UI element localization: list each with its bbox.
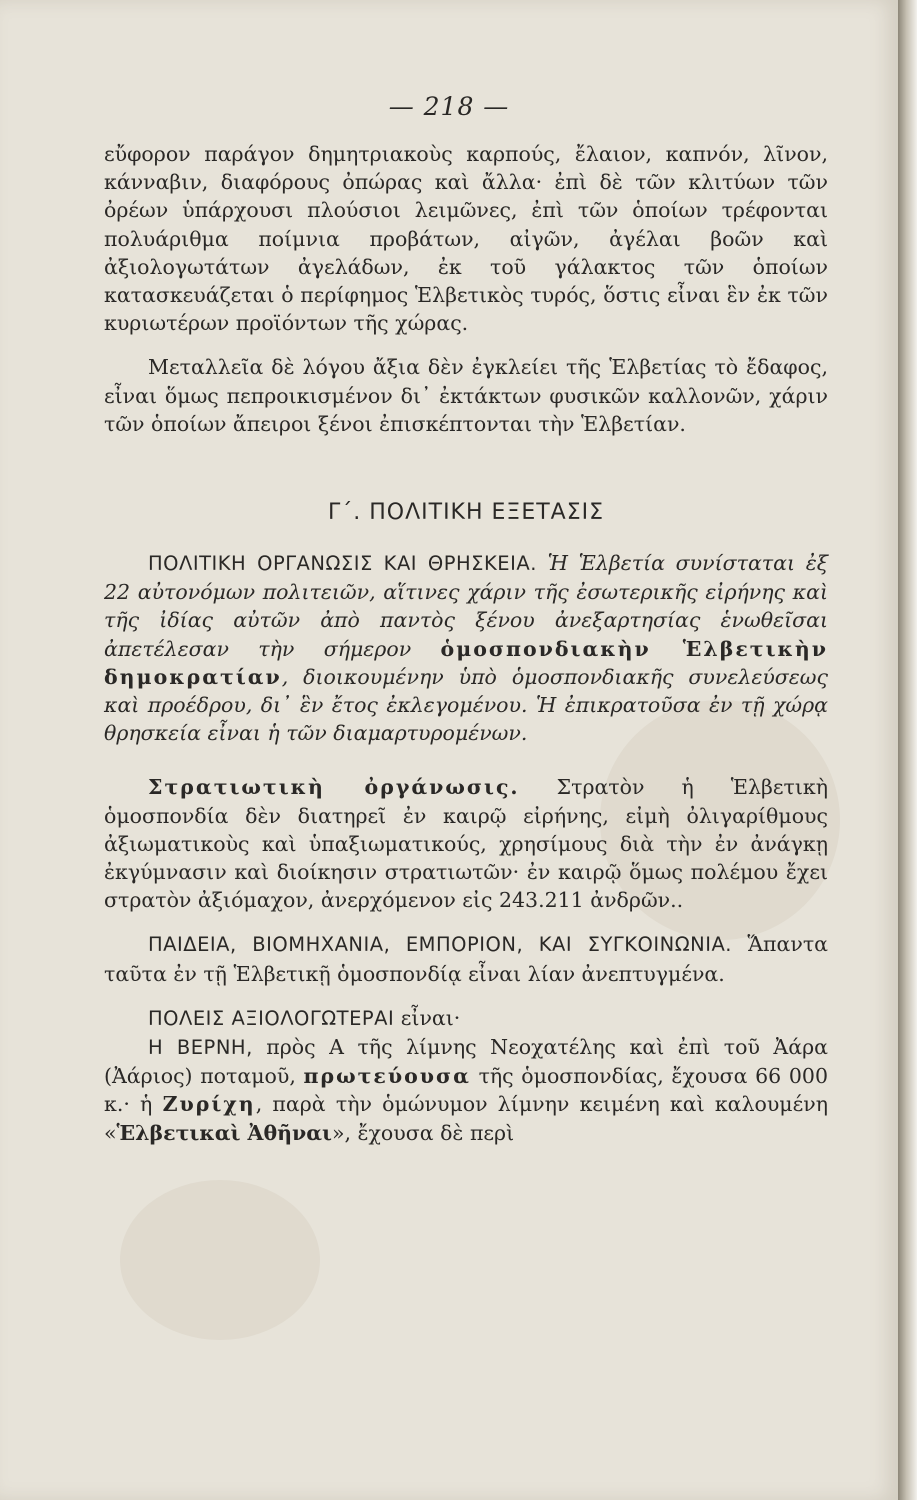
- politics-text-2: , διοικουμένην ὑπὸ ὁμοσπονδιακῆς συνελεύσεως καὶ προέδρου, δι᾽ ἓν ἔτος ἐκλεγομένου.: [104, 664, 828, 718]
- cities-heading-tail: εἶναι·: [400, 1005, 461, 1030]
- text-column: [104, 140, 828, 1147]
- cities-heading: ΠΟΛΕΙΣ ΑΞΙΟΛΟΓΩΤΕΡΑΙ: [148, 1006, 395, 1030]
- zurich-text-1: , παρὰ τὴν ὁμώνυμον λίμνην κειμένη καὶ καλουμένη «: [104, 1092, 828, 1145]
- politics-term: ὁμοσπονδιακὴν Ἑλβετικὴν δημοκρατίαν: [104, 636, 828, 689]
- education-paragraph: [104, 930, 828, 987]
- paper-stain: [120, 1180, 320, 1340]
- bern-text-1: πρὸς Α τῆς λίμνης Νεοχατέλης καὶ ἐπὶ τοῦ Ἀάρα (Ἀάριος) ποταμοῦ,: [104, 1035, 828, 1089]
- book-page-edge: [898, 0, 917, 1500]
- bern-capital: πρωτεύουσα: [303, 1064, 471, 1089]
- zurich-text-2: », ἔχουσα δὲ περὶ: [331, 1120, 515, 1145]
- section-title: Γ΄. ΠΟΛΙΤΙΚΗ ΕΞΕΤΑΣΙΣ: [327, 500, 604, 526]
- politics-heading: ΠΟΛΙΤΙΚΗ ΟΡΓΑΝΩΣΙΣ ΚΑΙ ΘΡΗΣΚΕΙΑ.: [148, 552, 537, 576]
- military-heading: Στρατιωτικὴ ὀργάνωσις.: [148, 775, 520, 800]
- politics-paragraph: [104, 549, 828, 747]
- military-text: Στρατὸν ἡ Ἑλβετικὴ ὁμοσπονδία δὲν διατηρεῖ ἐν καιρῷ εἰρήνης, εἰμὴ ὀλιγαρίθμους ἀξιωματικοὺς καὶ ὑπαξιωματικούς, χρησίμους διὰ τὴν ἐν ἀνάγκῃ ἐκγύμνασιν καὶ διοίκησιν στρατιωτῶν· ἐν καιρῷ ὅμως πολέμου ἔχει στρατὸν ἀξιόμαχον, ἀνερχόμενον εἰς 243.211 ἀνδρῶν..: [104, 775, 828, 913]
- bern-text-2: τῆς ὁμοσπονδίας, ἔχουσα 66 000 κ.· ἡ: [104, 1064, 828, 1117]
- page-number: — 218 —: [388, 92, 510, 121]
- military-paragraph: [104, 773, 828, 914]
- politics-text-1: Ἡ Ἑλβετία συνίσταται ἐξ 22 αὐτονόμων πολιτειῶν, αἵτινες χάριν τῆς ἐσωτερικῆς εἰρήνης καὶ τῆς ἰδίας αὐτῶν ἀπὸ παντὸς ξένου ἀνεξαρτησίας ἑνωθεῖσαι ἀπετέλεσαν τὴν σήμερον: [104, 551, 828, 661]
- intro-paragraph: εὔφορον παράγον δημητριακοὺς καρπούς, ἔλαιον, καπνόν, λῖνον, κάνναβιν, διαφόρους ὀπώρας καὶ ἄλλα· ἐπὶ δὲ τῶν κλιτύων τῶν ὀρέων ὑπάρχουσι πλούσιοι λειμῶνες, ἐπὶ τῶν ὁποίων τρέφονται πολυάριθμα ποίμνια προβάτων, αἰγῶν, ἀγέλαι βοῶν καὶ ἀξιολογωτάτων ἀγελάδων, ἐκ τοῦ γάλακτος τῶν ὁποίων κατασκευάζεται ὁ περίφημος Ἑλβετικὸς τυρός, ὅστις εἶναι ἓν ἐκ τῶν κυριωτέρων προϊόντων τῆς χώρας.: [104, 142, 828, 336]
- bern-name: Η ΒΕΡΝΗ,: [148, 1036, 253, 1060]
- minerals-paragraph: Μεταλλεῖα δὲ λόγου ἄξια δὲν ἐγκλείει τῆς Ἑλβετίας τὸ ἔδαφος, εἶναι ὅμως πεπροικισμένον δι᾽ ἐκτάκτων φυσικῶν καλλονῶν, χάριν τῶν ὁποίων ἄπειροι ξένοι ἐπισκέπτονται τὴν Ἑλβετίαν.: [104, 355, 828, 436]
- cities-heading-line: [104, 1004, 828, 1033]
- zurich-name: Ζυρίχη: [162, 1092, 256, 1117]
- education-text: Ἅπαντα ταῦτα ἐν τῇ Ἑλβετικῇ ὁμοσπονδίᾳ εἶναι λίαν ἀνεπτυγμένα.: [104, 932, 828, 986]
- religion-text: Ἡ ἐπικρατοῦσα ἐν τῇ χώρᾳ θρησκεία εἶναι ἡ τῶν διαμαρτυρομένων.: [104, 693, 828, 746]
- education-heading: ΠΑΙΔΕΙΑ, ΒΙΟΜΗΧΑΝΙΑ, ΕΜΠΟΡΙΟΝ, ΚΑΙ ΣΥΓΚΟΙΝΩΝΙΑ.: [148, 933, 732, 957]
- zurich-alias: Ἑλβετικαὶ Ἀθῆναι: [116, 1120, 332, 1145]
- cities-paragraph: [104, 1033, 828, 1147]
